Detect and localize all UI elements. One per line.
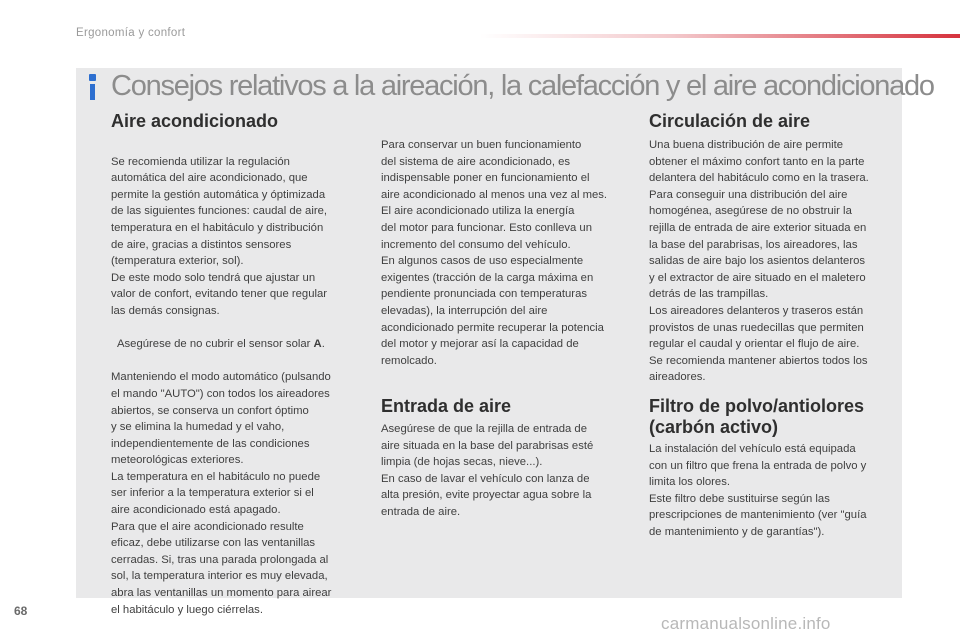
bullet-sensor-solar: Asegúrese de no cubrir el sensor solar A. — [117, 338, 325, 351]
info-icon-stem — [90, 84, 95, 100]
section-label: Ergonomía y confort — [76, 27, 186, 39]
page-number: 68 — [14, 604, 28, 618]
aire-acondicionado-text-col1 — [111, 137, 361, 635]
heading-filtro-line1: Filtro de polvo/antiolores — [649, 396, 865, 416]
info-icon-dot — [89, 74, 96, 81]
entrada-de-aire-text: Asegúrese de que la rejilla de entrada de aire situada en la base del parabrisas esté limpia (de hojas secas, nieve...). En caso de lavar el vehículo con lanza de alta presión, evite proyectar agua sobre la entrada de aire. — [381, 423, 594, 518]
header-accent-rule — [480, 34, 960, 38]
heading-aire-acondicionado: Aire acondicionado — [111, 111, 279, 131]
aire-acondicionado-intro: Se recomienda utilizar la regulación automática del aire acondicionado, que permite la gestión automática y óptimizada de las siguientes funciones: caudal de aire, temperatura en el habitáculo y distribución de aire, gracias a distintos sensores (temperatura exterior, sol). De este modo solo tendrá que ajustar un valor de confort, evitando tener que regular las demás consignas. — [111, 155, 328, 317]
info-icon — [84, 74, 102, 102]
filtro-text: La instalación del vehículo está equipada con un filtro que frena la entrada de polvo y limita los olores. Este filtro debe sustituirse según las prescripciones de mantenimiento (ver "guía de mantenimiento y de garantías"). — [649, 443, 867, 538]
aire-acondicionado-text-col2: Para conservar un buen funcionamiento del sistema de aire acondicionado, es indispensable poner en funcionamiento el aire acondicionado al menos una vez al mes. El aire acondicionado utiliza la energía del motor para funcionar. Esto conlleva un incremento del consumo del vehículo. En algunos casos de uso especialmente exigentes (tracción de la carga máxima en pendiente pronunciada con temperaturas elevadas), la interrupción del aire acondicionado permite recuperar la potencia del motor y mejorar así la capacidad de remolcado. — [381, 139, 608, 367]
watermark: carmanualsonline.info — [661, 614, 831, 633]
heading-entrada-de-aire: Entrada de aire — [381, 396, 512, 416]
page-title: Consejos relativos a la aireación, la calefacción y el aire acondicionado — [111, 70, 934, 102]
heading-circulacion-de-aire: Circulación de aire — [649, 111, 811, 131]
heading-filtro-line2: (carbón activo) — [649, 417, 779, 437]
heading-filtro — [649, 396, 864, 438]
circulacion-de-aire-text: Una buena distribución de aire permite obtener el máximo confort tanto en la parte delantera del habitáculo como en la trasera. Para conseguir una distribución del aire homogénea, asegúrese de no obstruir la rejilla de entrada de aire exterior situada en la base del parabrisas, los aireadores, las salidas de aire bajo los asientos delanteros y el extractor de aire situado en el maletero detrás de las trampillas. Los aireadores delanteros y traseros están provistos de unas ruedecillas que permiten regular el caudal y orientar el flujo de aire. Se recomienda mantener abiertos todos los aireadores. — [649, 139, 869, 384]
aire-acondicionado-body: Manteniendo el modo automático (pulsando el mando "AUTO") con todos los aireadores abiertos, se conserva un confort óptimo y se elimina la humedad y el vaho, independientemente de las condiciones meteorológicas exteriores. La temperatura en el habitáculo no puede ser inferior a la temperatura exterior si el aire acondicionado está apagado. Para que el aire acondicionado resulte eficaz, debe utilizarse con las ventanillas cerradas. Si, tras una parada prolongada al sol, la temperatura interior es muy elevada, abra las ventanillas un momento para airear el habitáculo y luego ciérrelas. — [111, 371, 332, 616]
